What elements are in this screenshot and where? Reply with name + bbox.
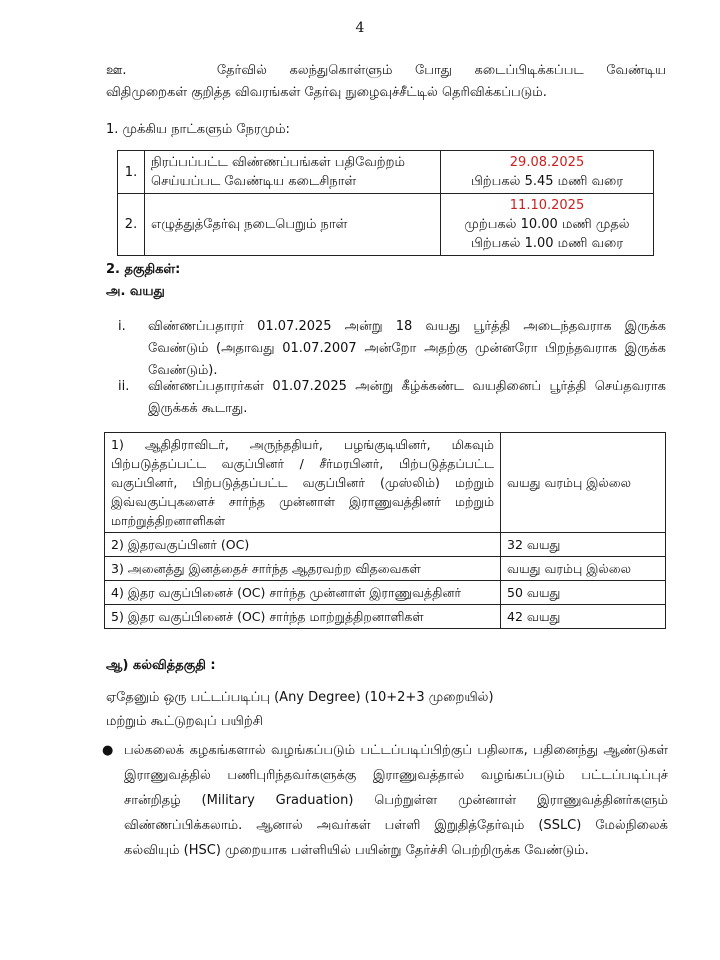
list-text: விண்ணப்பதாரர் 01.07.2025 அன்று 18 வயது பூர்த்தி அடைந்தவராக இருக்க வேண்டும் (அதாவது 01.07.2007 அன்றோ அதற்கு முன்னரோ பிறந்தவராக இருக்க வேண்டும்). (148, 319, 666, 378)
intro-marker: ஊ. (106, 63, 127, 78)
category-cell: 2) இதரவகுப்பினர் (OC) (105, 533, 501, 557)
category-cell: 4) இதர வகுப்பினைச் (OC) சார்ந்த முன்னாள் இராணுவத்தினர் (105, 581, 501, 605)
limit-cell: 32 வயது (501, 533, 666, 557)
age-limit-table (104, 432, 666, 629)
date-value: 29.08.2025 (509, 155, 585, 170)
category-cell: 5) இதர வகுப்பினைச் (OC) சார்ந்த மாற்றுத்திறனாளிகள் (105, 605, 501, 629)
time-value: பிற்பகல் 1.00 மணி வரை (470, 236, 624, 251)
page-number: 4 (355, 20, 365, 36)
limit-cell: வயது வரம்பு இல்லை (501, 433, 666, 533)
list-item (118, 376, 666, 420)
row-number: 2. (118, 194, 145, 256)
bullet-text: பல்கலைக் கழகங்களால் வழங்கப்படும் பட்டப்படிப்பிற்குப் பதிலாக, பதினைந்து ஆண்டுகள் இராணுவத்தில் பணிபுரிந்தவர்களுக்கு இராணுவத்தால் வழங்கப்படும் பட்டப்படிப்புச் சான்றிதழ் (Military Graduation) பெற்றுள்ள முன்னாள் இராணுவத்தினர்களும் விண்ணப்பிக்கலாம். ஆனால் அவர்கள் பள்ளி இறுதித்தேர்வும் (SSLC) மேல்நிலைக் கல்வியும் (HSC) முறையாக பள்ளியில் பயின்று தேர்ச்சி பெற்றிருக்க வேண்டும். (124, 743, 668, 858)
category-cell: 3) அனைத்து இனத்தைச் சார்ந்த ஆதரவற்ற விதவைகள் (105, 557, 501, 581)
section-1-heading: 1. முக்கிய நாட்களும் நேரமும்: (106, 122, 290, 137)
category-cell: 1) ஆதிதிராவிடர், அருந்ததியர், பழங்குடியினர், மிகவும் பிற்படுத்தப்பட்ட வகுப்பினர் / சீர்மரபினர், பிற்படுத்தப்பட்ட வகுப்பினர், பிற்படுத்தப்பட்ட வகுப்பினர் (முஸ்லிம்) மற்றும் இவ்வகுப்புகளைச் சார்ந்த முன்னாள் இராணுவத்தினர் மற்றும் மாற்றுத்திறனாளிகள் (105, 433, 501, 533)
description-line: நிரப்பப்பட்ட விண்ணப்பங்கள் பதிவேற்றம் (151, 155, 405, 170)
education-line-1: ஏதேனும் ஒரு பட்டப்படிப்பு (Any Degree) (10+2+3 முறையில்) (106, 690, 494, 705)
intro-line-2: விதிமுறைகள் குறித்த விவரங்கள் தேர்வு நுழைவுச்சீட்டில் தெரிவிக்கப்படும். (106, 85, 547, 100)
limit-cell: 50 வயது (501, 581, 666, 605)
row-datetime (441, 151, 654, 194)
limit-cell: வயது வரம்பு இல்லை (501, 557, 666, 581)
age-subheading: அ. வயது (106, 284, 165, 299)
description-line: செய்யப்பட வேண்டிய கடைசிநாள் (151, 174, 357, 189)
row-datetime (441, 194, 654, 256)
time-value: பிற்பகல் 5.45 மணி வரை (470, 174, 624, 189)
row-description (145, 194, 441, 256)
table-row (105, 557, 666, 581)
table-row (105, 605, 666, 629)
list-item (102, 738, 668, 863)
row-description (145, 151, 441, 194)
description-line: எழுத்துத்தேர்வு நடைபெறும் நாள் (151, 217, 348, 232)
list-item (118, 316, 666, 382)
table-row (105, 433, 666, 533)
list-marker: ii. (118, 379, 130, 394)
time-value: முற்பகல் 10.00 மணி முதல் (464, 217, 630, 232)
list-marker: i. (118, 319, 126, 334)
table-row (105, 581, 666, 605)
list-text: விண்ணப்பதாரர்கள் 01.07.2025 அன்று கீழ்க்கண்ட வயதினைப் பூர்த்தி செய்தவராக இருக்கக் கூடாது. (148, 379, 666, 416)
table-row (118, 194, 654, 256)
intro-line-1 (106, 60, 666, 82)
table-row (105, 533, 666, 557)
education-heading: ஆ) கல்வித்தகுதி : (106, 658, 216, 673)
limit-cell: 42 வயது (501, 605, 666, 629)
section-2-heading: 2. தகுதிகள்: (106, 262, 181, 277)
intro-text-1: தேர்வில் கலந்துகொள்ளும் போது கடைப்பிடிக்கப்பட வேண்டிய (216, 63, 666, 78)
education-line-2: மற்றும் கூட்டுறவுப் பயிற்சி (106, 714, 263, 729)
row-number: 1. (118, 151, 145, 194)
table-row (118, 151, 654, 194)
date-value: 11.10.2025 (509, 198, 585, 213)
intro-paragraph (106, 60, 666, 104)
key-dates-table (117, 150, 654, 256)
bullet-icon: ● (102, 743, 114, 758)
